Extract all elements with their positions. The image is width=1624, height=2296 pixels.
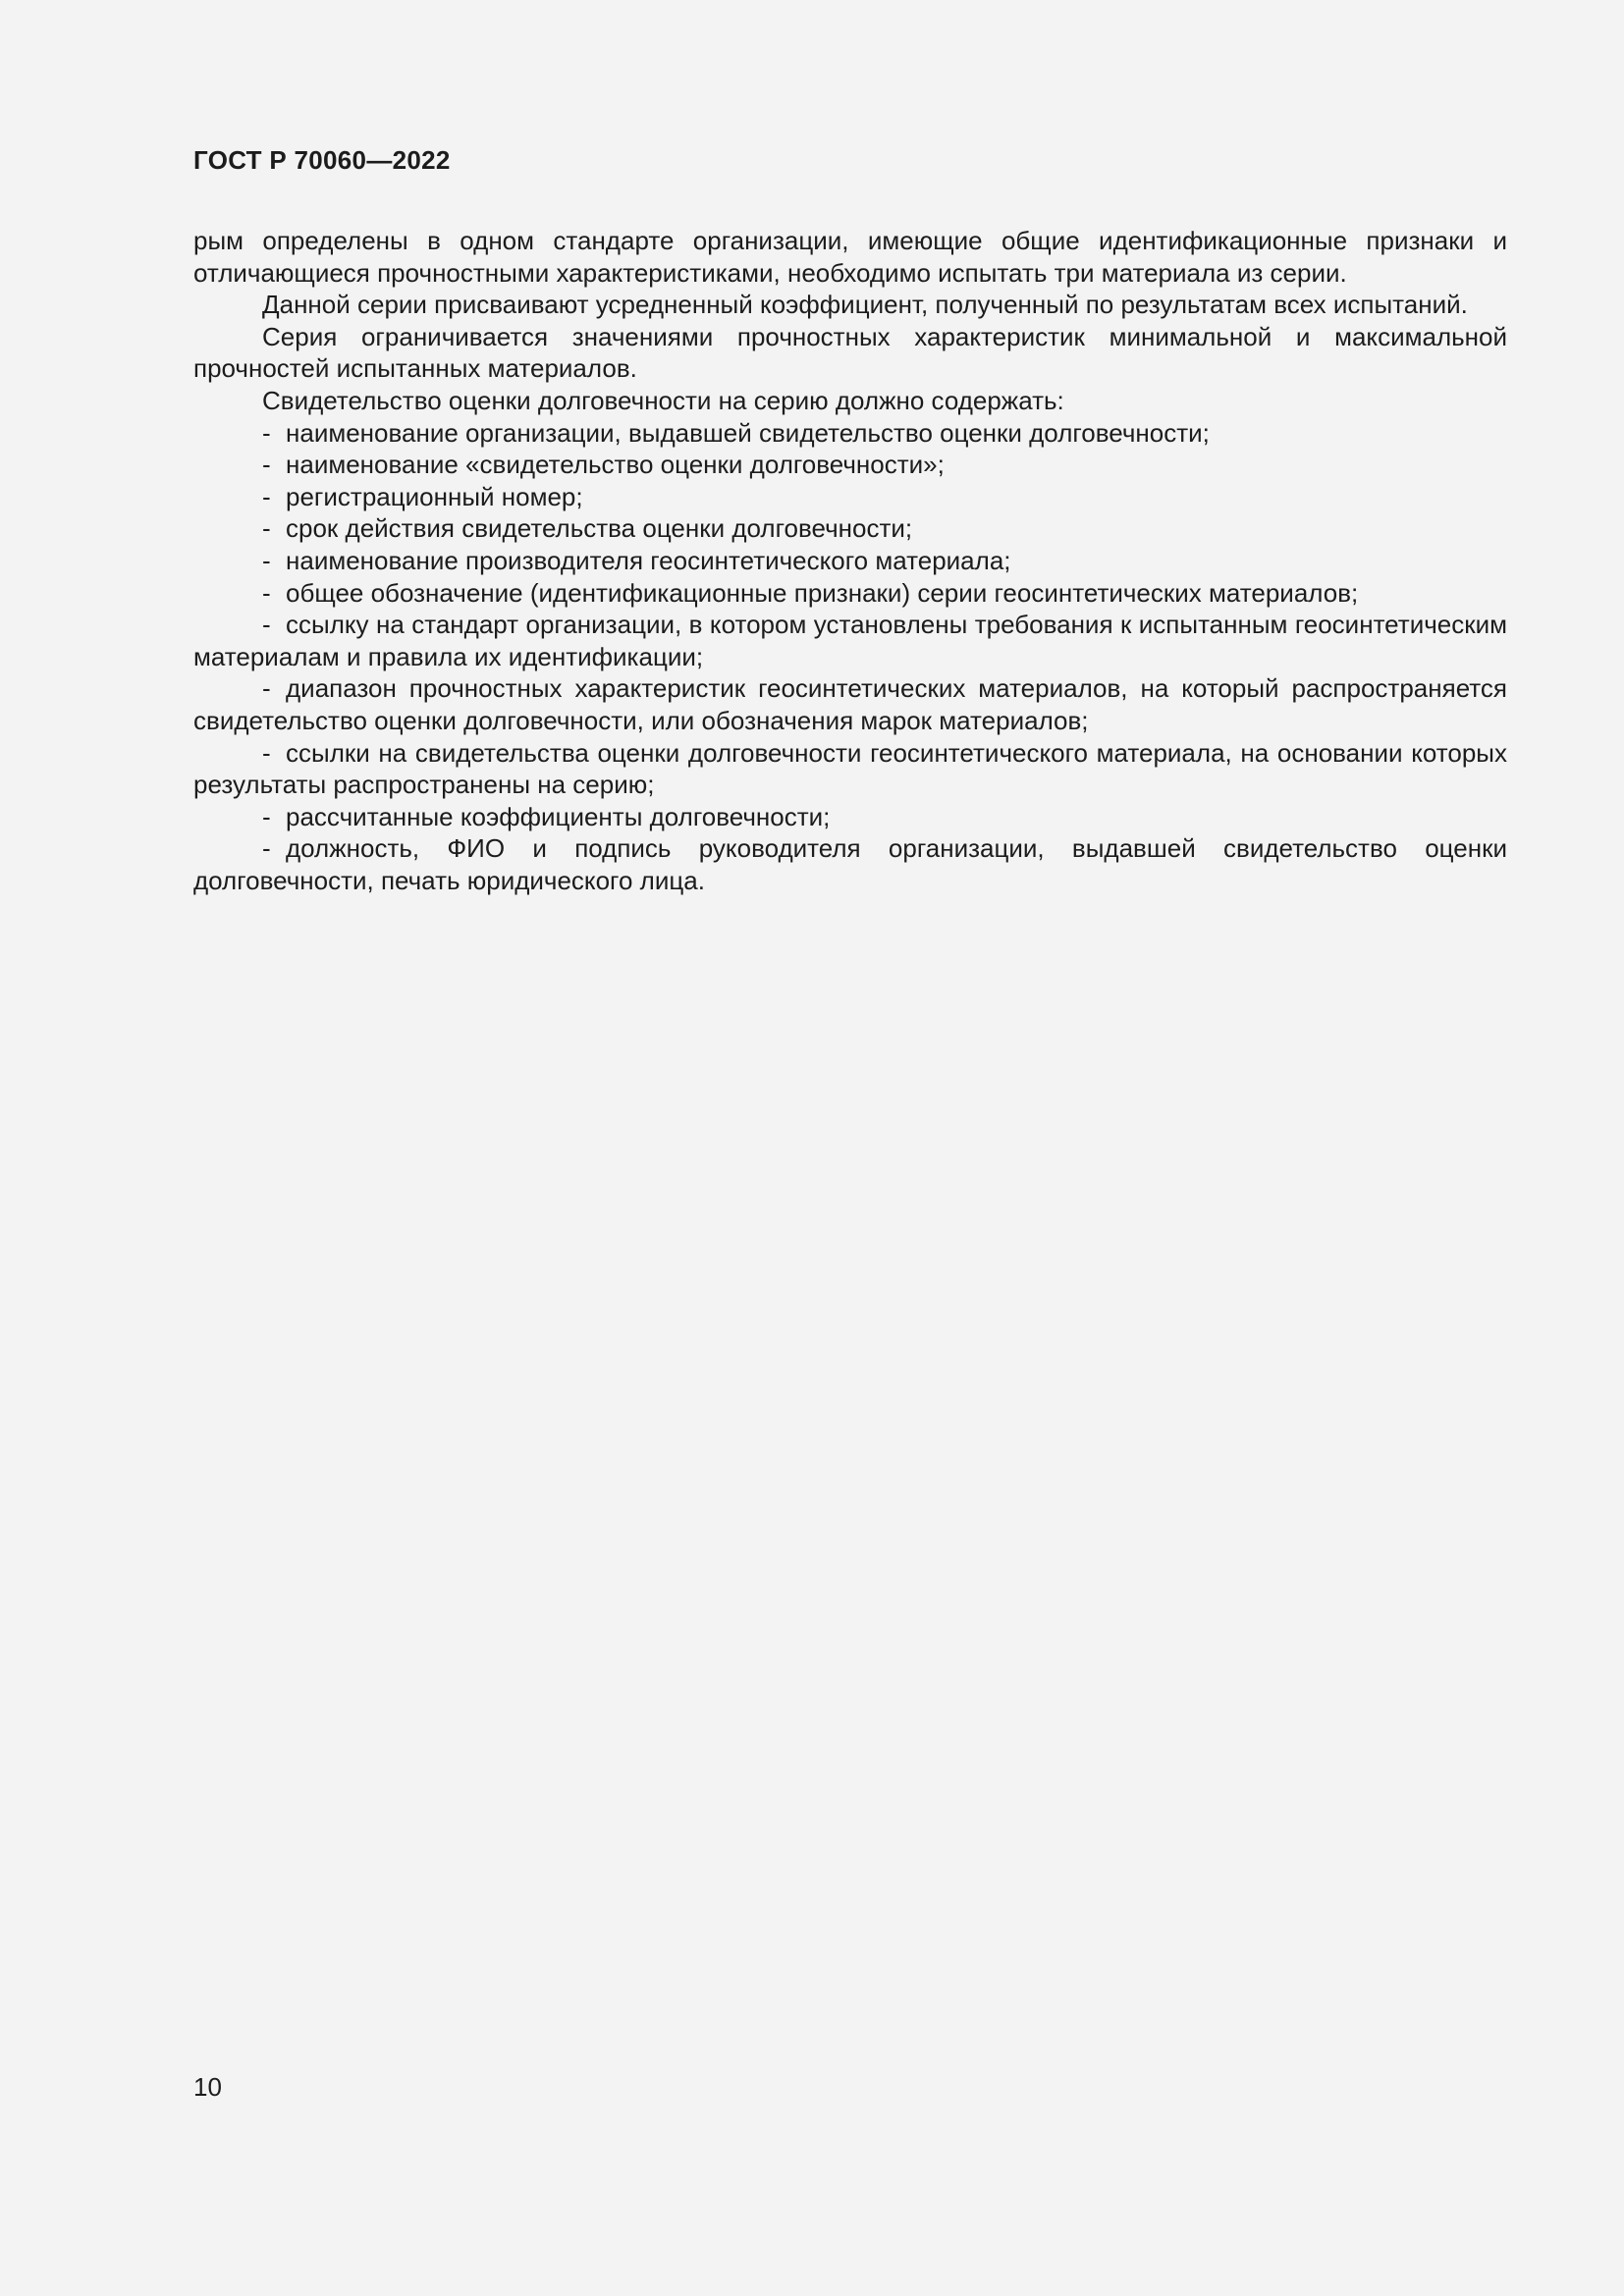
list-item	[193, 672, 1507, 736]
list-item	[193, 545, 1507, 577]
list-item	[193, 832, 1507, 896]
document-body	[193, 225, 1507, 896]
list-item	[193, 737, 1507, 801]
list-item-text: наименование производителя геосинтетического материала;	[286, 545, 1011, 575]
list-item-text: ссылки на свидетельства оценки долговечности геосинтетического материала, на основании которых результаты распространены на серию;	[193, 737, 1507, 800]
list-item	[193, 417, 1507, 450]
paragraph: Серия ограничивается значениями прочностных характеристик минимальной и максимальной прочностей испытанных материалов.	[193, 321, 1507, 384]
document-header: ГОСТ Р 70060—2022	[193, 145, 451, 175]
list-bullet: -	[262, 610, 271, 640]
list-item-text: ссылку на стандарт организации, в котором установлены требования к испытанным геосинтетическим материалам и правила их идентификации;	[193, 610, 1507, 671]
list-item-text: срок действия свидетельства оценки долговечности;	[286, 513, 913, 544]
list-item	[193, 609, 1507, 672]
list-bullet: -	[262, 737, 271, 768]
list-item	[193, 577, 1507, 610]
list-item-text: наименование организации, выдавшей свидетельство оценки долговечности;	[286, 417, 1210, 448]
requirements-list	[193, 417, 1507, 897]
list-bullet: -	[262, 545, 271, 575]
paragraph-continuation: рым определены в одном стандарте организации, имеющие общие идентификационные признаки и отличающиеся прочностными характеристиками, необходимо испытать три материала из серии.	[193, 226, 1507, 288]
list-item	[193, 801, 1507, 833]
page-number: 10	[193, 2072, 222, 2102]
list-item-text: рассчитанные коэффициенты долговечности;	[286, 801, 831, 831]
list-item	[193, 481, 1507, 513]
list-bullet: -	[262, 417, 271, 448]
list-bullet: -	[262, 801, 271, 831]
list-item-text: наименование «свидетельство оценки долговечности»;	[286, 450, 945, 480]
list-item	[193, 449, 1507, 481]
list-item-text: общее обозначение (идентификационные признаки) серии геосинтетических материалов;	[286, 577, 1359, 608]
list-bullet: -	[262, 450, 271, 480]
paragraph: Данной серии присваивают усредненный коэффициент, полученный по результатам всех испытаний.	[262, 290, 1468, 320]
list-item-text: должность, ФИО и подпись руководителя организации, выдавшей свидетельство оценки долговечности, печать юридического лица.	[193, 833, 1507, 895]
list-item-text: диапазон прочностных характеристик геосинтетических материалов, на который распространяется свидетельство оценки долговечности, или обозначения марок материалов;	[193, 673, 1507, 735]
list-bullet: -	[262, 833, 271, 864]
list-bullet: -	[262, 577, 271, 608]
list-bullet: -	[262, 513, 271, 544]
list-bullet: -	[262, 481, 271, 511]
list-item	[193, 512, 1507, 545]
list-item-text: регистрационный номер;	[286, 481, 583, 511]
paragraph-list-intro: Свидетельство оценки долговечности на серию должно содержать:	[262, 385, 1064, 415]
list-bullet: -	[262, 673, 271, 704]
